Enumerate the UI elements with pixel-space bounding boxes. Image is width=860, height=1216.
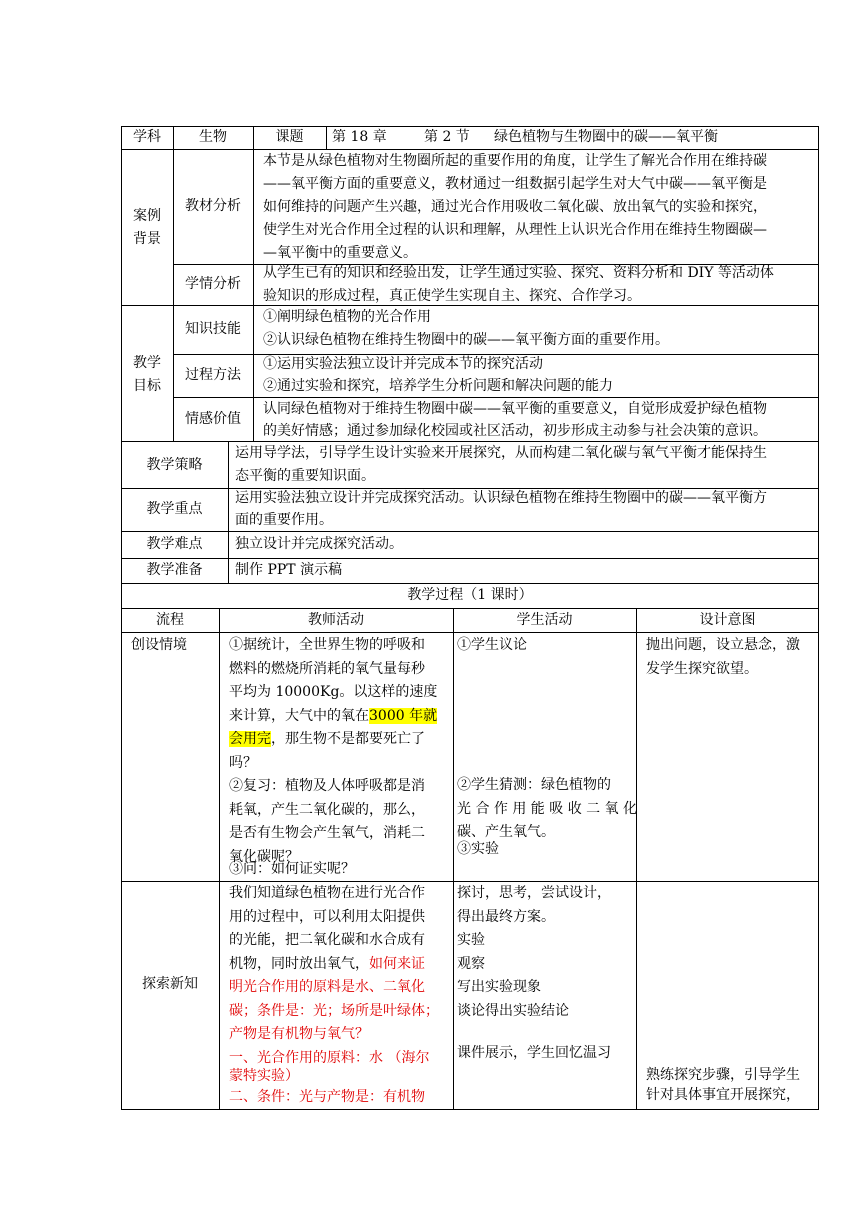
difficulty-label: 教学难点	[146, 536, 203, 552]
strategy-line: 态平衡的重要知识面。	[235, 468, 375, 484]
process-method-line: ②通过实验和探究，培养学生分析问题和解决问题的能力	[263, 378, 613, 394]
textbook-analysis-line: —氧平衡中的重要意义。	[263, 245, 417, 261]
column-header-student: 学生活动	[516, 612, 573, 628]
student-activity-line: ①学生议论	[457, 637, 527, 653]
process-method-line: ①运用实验法独立设计并完成本节的探究活动	[263, 356, 543, 372]
student-activity-line: 实验	[457, 932, 485, 948]
stage-label: 探索新知	[142, 976, 198, 992]
teacher-activity-line	[229, 705, 437, 728]
knowledge-skills-line: ①阐明绿色植物的光合作用	[263, 309, 431, 325]
strategy-line: 运用导学法，引导学生设计实验来开展探究，从而构建二氧化碳与氧气平衡才能保持生	[235, 445, 767, 461]
student-activity-line: 观察	[457, 955, 485, 972]
red-question-text: 如何来证	[369, 955, 425, 972]
knowledge-skills-line: ②认识绿色植物在维持生物圈中的碳——氧平衡方面的重要作用。	[263, 332, 669, 348]
teacher-activity-line: 明光合作用的原料是水、二氧化	[229, 979, 425, 995]
student-activity-line: 课件展示，学生回忆温习	[457, 1045, 611, 1061]
student-activity-line: 探讨，思考，尝试设计，	[457, 885, 611, 901]
teacher-activity-text: 来计算，大气中的氧在	[229, 707, 369, 724]
chapter-number: 第 18 章	[332, 129, 387, 145]
preparation-text: 制作 PPT 演示稿	[235, 562, 343, 578]
column-header-stage: 流程	[156, 612, 184, 628]
teacher-activity-line: 氧化碳呢？	[229, 848, 299, 865]
teacher-activity-line: 我们知道绿色植物在进行光合作	[229, 885, 425, 901]
learner-analysis-line: 验知识的形成过程，真正使学生实现自主、探究、合作学习。	[263, 288, 641, 304]
design-intent-line: 针对具体事宜开展探究，	[646, 1087, 800, 1103]
teacher-activity-line: ②复习：植物及人体呼吸都是消	[229, 778, 425, 794]
student-activity-line: 光 合 作 用 能 吸 收 二 氧 化	[457, 800, 638, 817]
stage-label: 创设情境	[131, 637, 187, 653]
student-activity-line: ③实验	[457, 841, 499, 857]
teacher-activity-line: 吗？	[229, 754, 257, 771]
teacher-activity-line: 用的过程中，可以利用太阳提供	[229, 908, 425, 925]
column-header-teacher: 教师活动	[308, 612, 364, 628]
teacher-activity-line: 耗氧，产生二氧化碳的，那么，	[229, 801, 425, 818]
process-title: 教学过程（1 课时）	[407, 587, 533, 603]
student-activity-line: 碳、产生氧气。	[457, 824, 555, 840]
design-intent-line: 熟练探究步骤，引导学生	[646, 1067, 800, 1083]
lesson-title: 绿色植物与生物圈中的碳——氧平衡	[494, 129, 718, 145]
topic-label: 课题	[275, 129, 304, 145]
textbook-analysis-line: 本节是从绿色植物对生物圈所起的重要作用的角度，让学生了解光合作用在维持碳	[263, 153, 767, 169]
teacher-activity-line: 产物是有机物与氧气？	[229, 1026, 369, 1042]
teacher-activity-text: ，那生物不是都要死亡了	[271, 731, 425, 747]
teacher-activity-line: 平均为 10000Kg。以这样的速度	[229, 684, 438, 700]
student-activity-line: ②学生猜测：绿色植物的	[457, 777, 611, 793]
student-activity-line: 写出实验现象	[457, 979, 541, 995]
student-activity-line: 谈论得出实验结论	[457, 1002, 569, 1019]
highlighted-text: 会用完	[229, 731, 271, 747]
column-header-design: 设计意图	[699, 612, 756, 628]
strategy-label: 教学策略	[146, 457, 203, 473]
learner-analysis-label: 学情分析	[185, 276, 241, 292]
learner-analysis-line: 从学生已有的知识和经验出发，让学生通过实验、探究、资料分析和 DIY 等活动体	[263, 265, 774, 281]
preparation-label: 教学准备	[146, 562, 203, 578]
subject-label: 学科	[133, 129, 161, 145]
textbook-analysis-line: 如何维持的问题产生兴趣，通过光合作用吸收二氧化碳、放出氧气的实验和探究，	[263, 199, 767, 215]
teacher-activity-line	[229, 953, 425, 976]
textbook-analysis-label: 教材分析	[185, 198, 241, 214]
teacher-activity-line: 碳；条件是：光；场所是叶绿体；	[229, 1002, 439, 1019]
teacher-activity-line: 的光能，把二氧化碳和水合成有	[229, 932, 425, 948]
difficulty-text: 独立设计并完成探究活动。	[235, 536, 403, 552]
teacher-activity-line: 蒙特实验）	[229, 1068, 299, 1084]
textbook-analysis-line: 使学生对光合作用全过程的认识和理解，从理性上认识光合作用在维持生物圈碳—	[263, 222, 767, 238]
knowledge-skills-label: 知识技能	[185, 321, 241, 337]
key-point-line: 运用实验法独立设计并完成探究活动。认识绿色植物在维持生物圈中的碳——氧平衡方	[235, 490, 767, 506]
teacher-activity-text: 机物，同时放出氧气，	[229, 955, 369, 972]
emotion-value-line: 的美好情感；通过参加绿化校园或社区活动，初步形成主动参与社会决策的意识。	[263, 423, 767, 439]
teaching-goals-label-2: 目标	[133, 378, 161, 394]
textbook-analysis-line: ——氧平衡方面的重要意义，教材通过一组数据引起学生对大气中碳——氧平衡是	[263, 176, 767, 192]
highlighted-text: 3000 年就	[369, 707, 438, 724]
teacher-activity-line	[229, 728, 425, 751]
key-point-label: 教学重点	[146, 501, 203, 517]
emotion-value-label: 情感价值	[185, 411, 241, 427]
teacher-activity-line: ③问：如何证实呢？	[229, 861, 355, 877]
teaching-goals-label-1: 教学	[133, 355, 161, 371]
teacher-activity-line: 是否有生物会产生氧气，消耗二	[229, 825, 425, 841]
teacher-activity-line: 燃料的燃烧所消耗的氧气量每秒	[229, 660, 425, 677]
subject-value: 生物	[199, 129, 227, 145]
case-background-label-2: 背景	[133, 231, 161, 247]
emotion-value-line: 认同绿色植物对于维持生物圈中碳——氧平衡的重要意义，自觉形成爱护绿色植物	[263, 401, 767, 417]
process-method-label: 过程方法	[185, 367, 241, 383]
student-activity-line: 得出最终方案。	[457, 908, 555, 925]
section-number: 第 2 节	[424, 129, 470, 145]
design-intent-line: 发学生探究欲望。	[646, 660, 758, 677]
design-intent-line: 抛出问题，设立悬念，激	[646, 637, 800, 653]
teacher-activity-line: ①据统计，全世界生物的呼吸和	[229, 637, 425, 653]
case-background-label-1: 案例	[133, 208, 161, 224]
teacher-activity-line: 二、条件：光与产物是：有机物	[229, 1089, 425, 1105]
teacher-activity-line: 一、光合作用的原料：水 （海尔	[229, 1049, 430, 1066]
key-point-line: 面的重要作用。	[235, 512, 333, 528]
